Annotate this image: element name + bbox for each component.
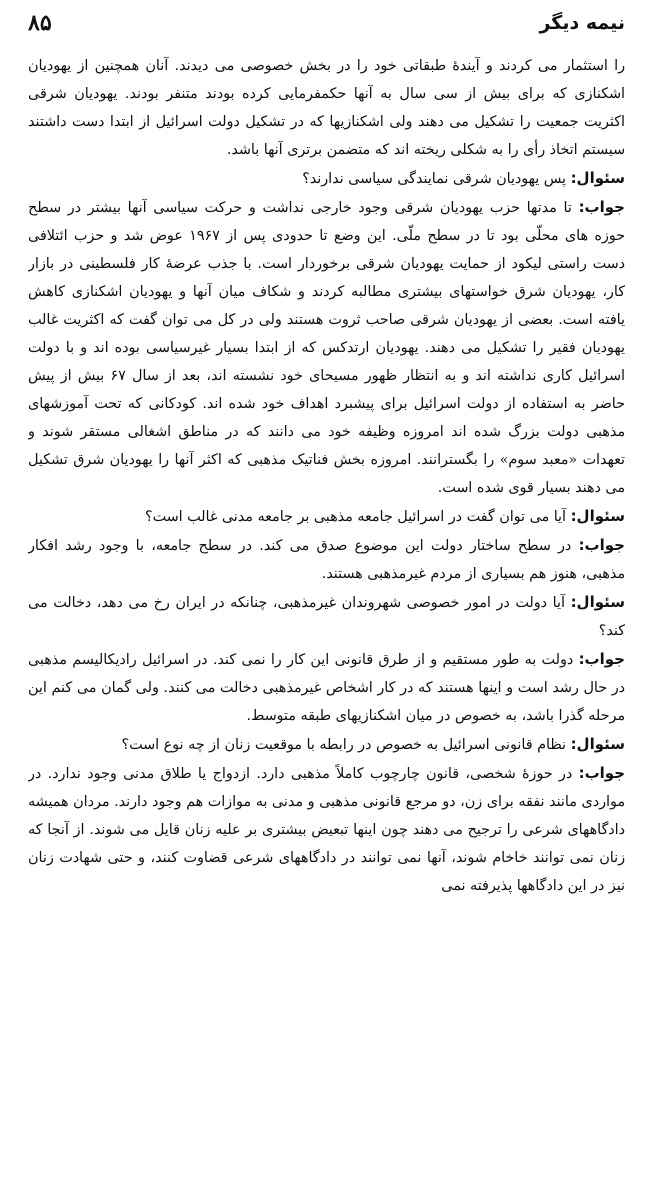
page-number: ۸۵ — [28, 10, 52, 36]
question-label: سئوال: — [570, 593, 625, 611]
question-label: سئوال: — [570, 507, 625, 525]
question-label: سئوال: — [570, 735, 625, 753]
answer-label: جواب: — [578, 198, 625, 216]
answer-paragraph — [28, 759, 625, 900]
answer-label: جواب: — [578, 650, 625, 668]
paragraph-text: را استثمار می کردند و آیندۀ طبقاتی خود را در بخش خصوصی می دیدند. آنان همچنین از یهودیان اشکنازی که برای بیش از سی سال به آنها حکمفرمایی کرده بودند متنفر بودند. یهودیان شرقی اکثریت جمعیت را تشکیل می دهند ولی اشکنازیها که در تشکیل دولت اسرائیل از ابتدا دست داشتند سیستم اتخاذ رأی را به شکلی ریخته اند که متضمن برتری آنها باشد. — [28, 58, 625, 158]
answer-paragraph — [28, 531, 625, 588]
question-paragraph — [28, 588, 625, 645]
question-text: آیا دولت در امور خصوصی شهروندان غیرمذهبی، چنانکه در ایران رخ می دهد، دخالت می کند؟ — [28, 595, 625, 639]
question-label: سئوال: — [570, 169, 625, 187]
question-paragraph — [28, 502, 625, 531]
question-text: آیا می توان گفت در اسرائیل جامعه مذهبی بر جامعه مدنی غالب است؟ — [144, 509, 567, 525]
answer-text: در حوزۀ شخصی، قانون چارچوب کاملاً مذهبی دارد. ازدواج یا طلاق مدنی وجود ندارد. در مواردی مانند نفقه برای زن، دو مرجع قانونی مذهبی و مدنی به موازات هم وجود دارند. مردان همیشه دادگاههای شرعی را ترجیح می دهند چون اینها تبعیض بیشتری بر علیه زنان قایل می شوند. از آنجا که زنان نمی توانند خاخام شوند، آنها نمی توانند در دادگاههای شرعی قضاوت کنند، و حتی شهادت زنان نیز در این دادگاهها پذیرفته نمی — [28, 766, 625, 894]
question-text: نظام قانونی اسرائیل به خصوص در رابطه با موقعیت زنان از چه نوع است؟ — [121, 737, 567, 753]
answer-text: دولت به طور مستقیم و از طرق قانونی این کار را نمی کند. در اسرائیل رادیکالیسم مذهبی در حال رشد است و اینها هستند که در کار اشخاص غیرمذهبی دخالت می کنند. ولی گمان می کنم این مرحله گذرا باشد، به خصوص در میان اشکنازیهای طبقه متوسط. — [28, 652, 625, 724]
question-text: پس یهودیان شرقی نمایندگی سیاسی ندارند؟ — [302, 171, 567, 187]
page-body — [28, 52, 625, 1196]
answer-label: جواب: — [578, 764, 625, 782]
answer-text: در سطح ساختار دولت این موضوع صدق می کند. در سطح جامعه، با وجود رشد افکار مذهبی، هنوز هم بسیاری از مردم غیرمذهبی هستند. — [28, 538, 625, 582]
answer-paragraph — [28, 193, 625, 502]
answer-paragraph — [28, 645, 625, 730]
running-title: نیمه دیگر — [539, 12, 625, 34]
question-paragraph — [28, 164, 625, 193]
page-header — [28, 6, 625, 40]
answer-text: تا مدتها حزب یهودیان شرقی وجود خارجی نداشت و حرکت سیاسی آنها بیشتر در سطح حوزه های محلّی بود تا در سطح ملّی. این وضع تا حدودی پس از ۱۹۶۷ عوض شد و حزب ائتلافی دست راستی لیکود از حمایت یهودیان شرقی برخوردار است. با جذب عرضۀ کار فلسطینی در بازار کار، یهودیان شرق خواستهای بیشتری مطالبه کردند و شکاف میان آنها و یهودیان اشکنازی کاهش یافته است. بعضی از یهودیان شرقی صاحب ثروت هستند ولی در کل می توان گفت که اکثریت غالب یهودیان فقیر را تشکیل می دهند. یهودیان ارتدکس که از ابتدا بسیار غیرسیاسی بوده اند و با دولت اسرائیل کاری نداشته اند و به انتظار ظهور مسیحای خود نشسته اند، بعد از سال ۶۷ بیش از پیش حاضر به استفاده از دولت اسرائیل برای پیشبرد اهداف خود شده اند. کودکانی که تحت آموزشهای مذهبی دولت بزرگ شده اند امروزه وظیفه خود می دانند که در مناطق اشغالی مستقر شوند و تعهدات «معبد سوم» را بگسترانند. امروزه بخش فناتیک مذهبی که اکثر آنها را یهودیان شرق تشکیل می دهند بسیار قوی شده است. — [28, 200, 625, 496]
answer-label: جواب: — [578, 536, 625, 554]
paragraph — [28, 52, 625, 164]
question-paragraph — [28, 730, 625, 759]
